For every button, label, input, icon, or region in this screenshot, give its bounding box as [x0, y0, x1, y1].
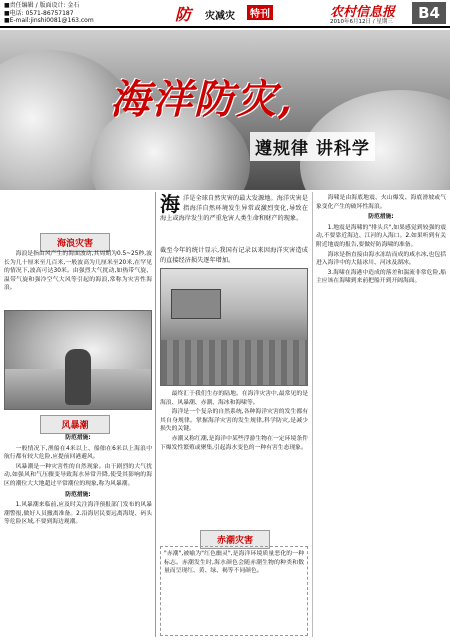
drop-cap: 海 — [160, 192, 180, 216]
issue-date: 2010年6月12日 / 星期三 — [330, 19, 393, 25]
email-line: ■E-mail:jinshi0081@163.com — [4, 17, 94, 24]
paragraph: 1.风暴潮来临前,应及时关注海洋预报部门发布的风暴潮警报,做好人员撤离准备。2.沿海居民要远离海堤、码头等危险区域,不要到海边观潮。 — [4, 502, 152, 526]
column-name-red: 防 — [175, 5, 192, 24]
left-column-text-3 — [4, 432, 152, 638]
page-number: B4 — [412, 2, 446, 24]
paragraph: 海啸是由海底地震、火山爆发、海底滑坡或气象变化产生的破坏性海浪。 — [316, 195, 446, 210]
paragraph: 赤潮又称红潮,是海洋中某些浮游生物在一定环境条件下爆发性繁殖或聚集,引起海水变色的一种有害生态现象。 — [160, 435, 308, 451]
lead-paragraph-2: 截至今年的统计显示,我国有记录以来因海洋灾害造成的直接经济损失逐年增加。 — [160, 247, 308, 264]
section-head-waves: 海浪灾害 — [40, 233, 110, 252]
boy-figure — [65, 349, 91, 405]
flood-water — [161, 340, 307, 385]
paragraph: 一般情况下,渔船在4米以上、船舶在6米以上海浪中航行都有较大危险,应提前回港避风。 — [4, 445, 152, 461]
paragraph: 海冰是指直接由海水冻结而成的咸水冰,也包括进入海洋中的大陆冰川、河冰及湖冰。 — [316, 251, 446, 267]
red-tide-box — [160, 546, 308, 636]
paragraph: 最终汇于我们生存的陆地。在海洋灾害中,最常见的是海浪、风暴潮、赤潮、海冰和海啸等。 — [160, 391, 308, 406]
phone-line: ■电话: 0571-86757187 — [4, 9, 74, 17]
editor-line: ■责任编辑 / 版面设计: 金石 — [4, 2, 80, 9]
paragraph: 3.海啸在海港中造成的落差和湍流非常危险,船主应该在海啸到来前把船开到开阔海面。 — [316, 269, 446, 285]
special-issue-tag: 特刊 — [247, 5, 273, 20]
paragraph: 海浪是指由风产生的海面波动,其周期为0.5~25秒,波长为几十厘米至几百米,一般波高为几厘米至20米,在罕见的情况下,波高可达30米。由强烈大气扰动,如热带气旋、温带气旋和强冷空气大风等引起的海浪,常称为灾害性海浪。 — [4, 251, 152, 292]
column-divider — [155, 192, 156, 637]
editor-info — [4, 2, 94, 25]
lead-paragraph — [160, 194, 308, 246]
right-column-text — [316, 194, 446, 638]
box-text: "赤潮",被喻为"红色幽灵",是海洋环境质量恶化的一种标志。赤潮发生时,海水颜色会随赤潮生物的种类和数量而呈现红、黄、绿、褐等不同颜色。 — [164, 551, 304, 575]
column-name-black: 灾减灾 — [205, 11, 235, 22]
lead-text: 洋是全球自然灾害的最大发源地。海洋灾害是指海洋自然环境发生异常或激烈变化,导致在海上或海岸发生的严重危害人类生命和财产的现象。 — [160, 195, 308, 222]
subhead: 防范措施: — [65, 435, 91, 441]
masthead — [0, 0, 450, 28]
subhead: 防范措施: — [368, 214, 394, 221]
paragraph: 海洋是一个复杂的自然系统,各种海洋灾害的发生都有其自身规律。掌握海洋灾害的发生规律,科学防灾,是减少损失的关键。 — [160, 409, 308, 433]
paper-name: 农村信息报 — [330, 5, 396, 20]
center-column-text — [160, 390, 308, 530]
hero-banner — [0, 30, 450, 190]
photo-boy-at-sea — [4, 310, 152, 410]
house-shape — [171, 289, 221, 319]
paragraph: 1.地震是海啸的"排头兵",如果感觉到较强的震动,不要靠近海边、江河的入海口。2.如果听到有关附近地震的报告,要做好防海啸的准备。 — [316, 224, 446, 248]
subhead: 防范措施: — [65, 491, 91, 498]
left-column-text-1 — [4, 250, 152, 308]
hero-subtitle: 遵规律 讲科学 — [250, 132, 375, 161]
paragraph: 风暴潮是一种灾害性的自然现象。由于剧烈的大气扰动,如强风和气压骤变导致海水异常升降,使受其影响的海区的潮位大大地超过平常潮位的现象,称为风暴潮。 — [4, 463, 152, 487]
section-head-red-tide: 赤潮灾害 — [200, 530, 270, 549]
photo-flooded-street — [160, 268, 308, 386]
section-head-storm-surge: 风暴潮 — [40, 415, 110, 434]
column-divider — [312, 192, 313, 637]
hero-title: 海洋防灾, — [110, 76, 294, 123]
